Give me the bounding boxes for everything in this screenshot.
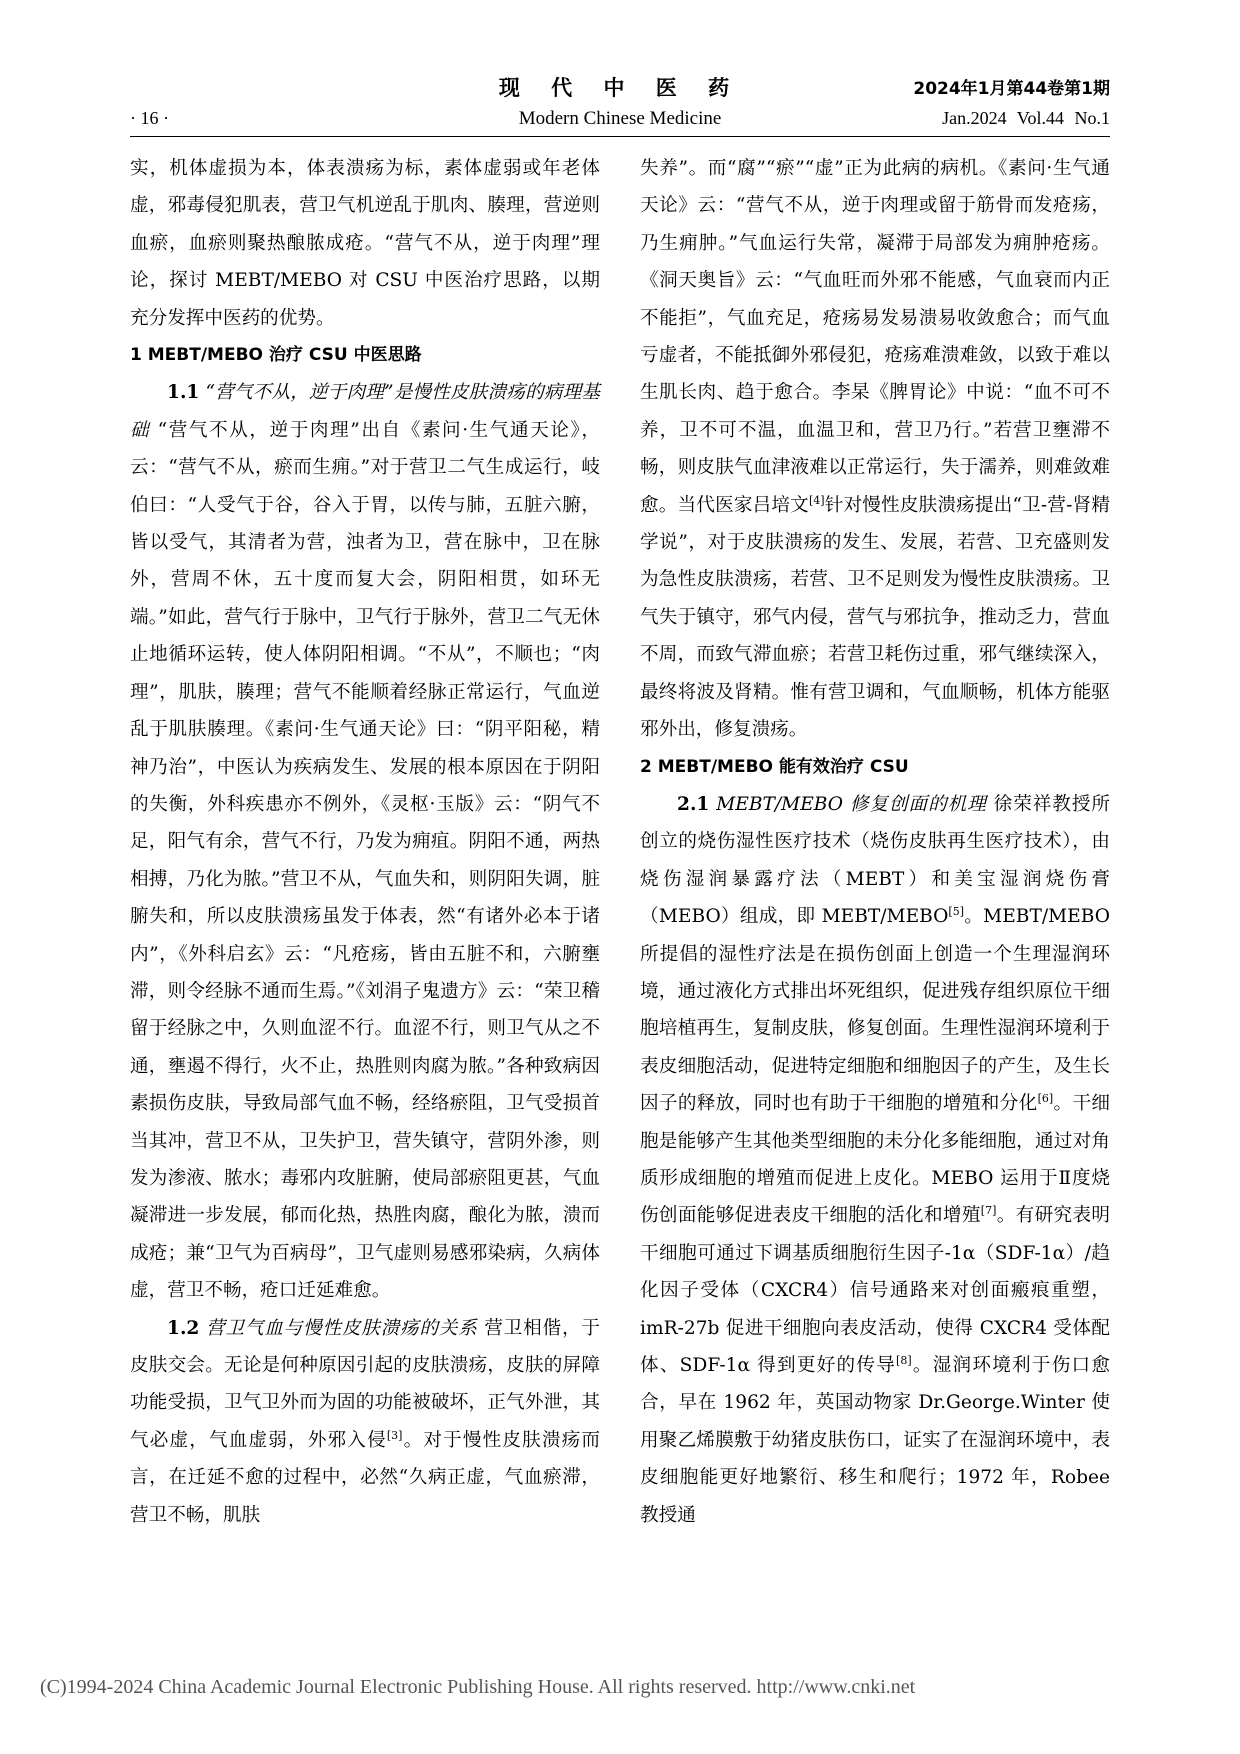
- issue-date-volume: Jan.2024 Vol.44 No.1: [942, 108, 1110, 128]
- section-heading-1: 1 MEBT/MEBO 治疗 CSU 中医思路: [130, 345, 422, 366]
- header-rule: [130, 136, 1110, 137]
- copyright-footer: (C)1994-2024 China Academic Journal Electronic Publishing House. All rights reserved. http://www.cnki.net: [40, 1676, 916, 1698]
- paragraph-text: 。MEBT/MEBO 所提倡的湿性疗法是在损伤创面上创造一个生理湿润环境，通过液化方式排出坏死组织，促进残存组织原位干细胞培植再生，复制皮肤，修复创面。生理性湿润环境利于表皮细胞活动，促进特定细胞和细胞因子的产生，及生长因子的释放，同时也有助于干细胞的增殖和分化: [640, 906, 1110, 1115]
- subsection-number: 1.2: [167, 1317, 200, 1339]
- paragraph-text: 。有研究表明干细胞可通过下调基质细胞衍生因子-1α（SDF-1α）/趋化因子受体（CXCR4）信号通路来对创面瘢痕重塑，imR-27b 促进干细胞向表皮活动，使得 CXCR4 受体配体、SDF-1α 得到更好的传导: [640, 1205, 1110, 1376]
- paragraph-text: 。干细胞是能够产生其他类型细胞的未分化多能细胞，通过对角质形成细胞的增殖而促进上皮化。MEBO 运用于Ⅱ度烧伤创面能够促进表皮干细胞的活化和增殖: [640, 1093, 1110, 1227]
- citation: [3]: [386, 1428, 403, 1442]
- paragraph-text: 。对于慢性皮肤溃疡而言，在迁延不愈的过程中，必然“久病正虚，气血瘀滞，营卫不畅，肌肤: [130, 1429, 600, 1526]
- right-column: [640, 150, 1110, 1534]
- paragraph: [130, 374, 600, 1309]
- citation: [7]: [980, 1204, 997, 1218]
- subsection-number: 2.1: [677, 793, 710, 815]
- paragraph-text: “营气不从，逆于肉理”出自《素问·生气通天论》，云：“营气不从，瘀而生痈。”对于营卫二气生成运行，岐伯曰：“人受气于谷，谷入于胃，以传与肺，五脏六腑，皆以受气，其清者为营，浊者为卫，营在脉中，卫在脉外，营周不休，五十度而复大会，阴阳相贯，如环无端。”如此，营气行于脉中，卫气行于脉外，营卫二气无休止地循环运转，使人体阴阳相调。“不从”，不顺也；“肉理”，肌肤，腠理；营气不能顺着经脉正常运行，气血逆乱于肌肤腠理。《素问·生气通天论》曰：“阴平阳秘，精神乃治”，中医认为疾病发生、发展的根本原因在于阴阳的失衡，外科疾患亦不例外，《灵枢·玉版》云：“阴气不足，阳气有余，营气不行，乃发为痈疽。阴阳不通，两热相搏，乃化为脓。”营卫不从，气血失和，则阴阳失调，脏腑失和，所以皮肤溃疡虽发于体表，然“有诸外必本于诸内”，《外科启玄》云：“凡疮疡，皆由五脏不和，六腑壅滞，则令经脉不通而生焉。”《刘涓子鬼遗方》云：“荣卫稽留于经脉之中，久则血涩不行。血涩不行，则卫气从之不通，壅遏不得行，火不止，热胜则肉腐为脓。”各种致病因素损伤皮肤，导致局部气血不畅，经络瘀阻，卫气受损首当其冲，营卫不从，卫失护卫，营失镇守，营阴外渗，则发为渗液、脓水；毒邪内攻脏腑，使局部瘀阻更甚，气血凝滞进一步发展，郁而化热，热胜肉腐，酿化为脓，溃而成疮；兼“卫气为百病母”，卫气虚则易感邪染病，久病体虚，营卫不畅，疮口迁延难愈。: [130, 419, 600, 1302]
- subsection-number: 1.1: [167, 382, 200, 404]
- section-heading-2: 2 MEBT/MEBO 能有效治疗 CSU: [640, 756, 909, 777]
- citation: [6]: [1037, 1091, 1054, 1105]
- paragraph: 实，机体虚损为本，体表溃疡为标，素体虚弱或年老体虚，邪毒侵犯肌表，营卫气机逆乱于肌肉、腠理，营逆则血瘀，血瘀则聚热酿脓成疮。“营气不从，逆于肉理”理论，探讨 MEBT/MEBO 对 CSU 中医治疗思路，以期充分发挥中医药的优势。: [130, 158, 600, 329]
- paragraph: [640, 150, 1110, 749]
- page-number: · 16 ·: [130, 108, 169, 128]
- left-column: [130, 150, 600, 1534]
- paragraph: [130, 1310, 600, 1534]
- journal-header: [130, 70, 1110, 140]
- paragraph: [640, 786, 1110, 1534]
- issue-info: 2024年1月第44卷第1期: [913, 79, 1110, 99]
- paragraph-text: 营卫相偕，于皮肤交会。无论是何种原因引起的皮肤溃疡，皮肤的屏障功能受损，卫气卫外而为固的功能被破坏，正气外泄，其气必虚，气血虚弱，外邪入侵: [130, 1317, 600, 1451]
- subsection-title: 营卫气血与慢性皮肤溃疡的关系: [206, 1317, 478, 1339]
- paragraph-text: 徐荣祥教授所创立的烧伤湿性医疗技术（烧伤皮肤再生医疗技术），由烧伤湿润暴露疗法（MEBT）和美宝湿润烧伤膏（MEBO）组成，即 MEBT/MEBO: [640, 793, 1110, 928]
- citation: [4]: [808, 493, 825, 507]
- paragraph-text: 针对慢性皮肤溃疡提出“卫-营-肾精学说”，对于皮肤溃疡的发生、发展，若营、卫充盛则发为急性皮肤溃疡，若营、卫不足则发为慢性皮肤溃疡。卫气失于镇守，邪气内侵，营气与邪抗争，推动乏力，营血不周，而致气滞血瘀；若营卫耗伤过重，邪气继续深入，最终将波及肾精。惟有营卫调和，气血顺畅，机体方能驱邪外出，修复溃疡。: [640, 494, 1110, 741]
- citation: [8]: [896, 1353, 912, 1367]
- paragraph-text: 失养”。而“腐”“瘀”“虚”正为此病的病机。《素问·生气通天论》云：“营气不从，逆于肉理或留于筋骨而发疮疡，乃生痈肿。”气血运行失常，凝滞于局部发为痈肿疮疡。《洞天奥旨》云：“气血旺而外邪不能感，气血衰而内正不能拒”，气血充足，疮疡易发易溃易收敛愈合；而气血亏虚者，不能抵御外邪侵犯，疮疡难溃难敛，以致于难以生肌长肉、趋于愈合。李杲《脾胃论》中说：“血不可不养，卫不可不温，血温卫和，营卫乃行。”若营卫壅滞不畅，则皮肤气血津液难以正常运行，失于濡养，则难敛难愈。当代医家吕培文: [640, 158, 1110, 516]
- citation: [5]: [948, 904, 965, 918]
- paragraph-text: 。湿润环境利于伤口愈合，早在 1962 年，英国动物家 Dr.George.Winter 使用聚乙烯膜敷于幼猪皮肤伤口，证实了在湿润环境中，表皮细胞能更好地繁衍、移生和爬行；1972 年，Robee 教授通: [640, 1355, 1110, 1526]
- journal-title: 现 代 中 医 药: [498, 76, 742, 100]
- journal-english-title: Modern Chinese Medicine: [518, 108, 722, 129]
- subsection-title: MEBT/MEBO 修复创面的机理: [716, 793, 987, 815]
- subsection-title: “营气不从，逆于肉理”是慢性皮肤溃疡的病理基础: [130, 382, 600, 441]
